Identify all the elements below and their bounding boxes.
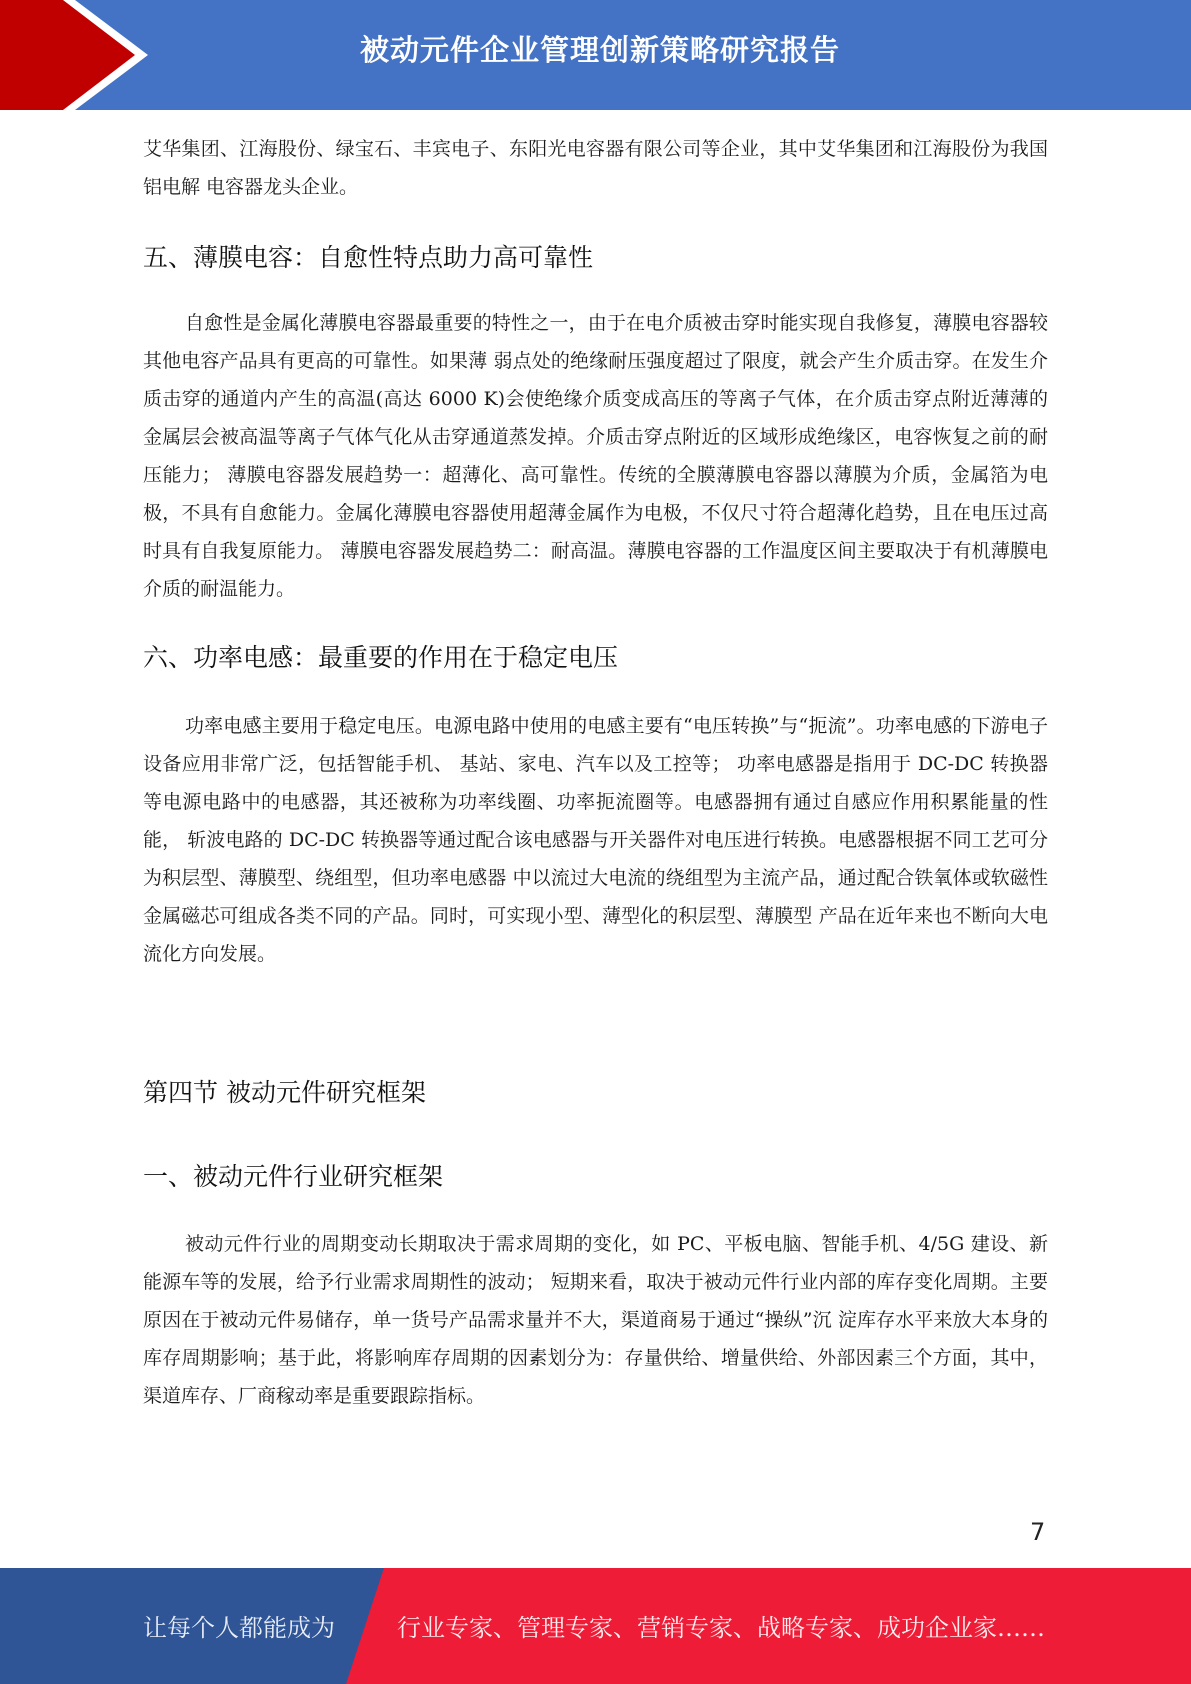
page-header xyxy=(0,0,1191,110)
report-title: 被动元件企业管理创新策略研究报告 xyxy=(360,33,841,67)
footer-slogan-left: 让每个人都能成为 xyxy=(143,1614,335,1642)
paragraph-power-inductor: 功率电感主要用于稳定电压。电源电路中使用的电感主要有“电压转换”与“扼流”。功率电感的下游电子设备应用非常广泛，包括智能手机、 基站、家电、汽车以及工控等； 功率电感器是指用于 DC-DC 转换器等电源电路中的电感器，其还被称为功率线圈、功率扼流圈等。电感器拥有通过自感应作用积累能量的性能， 斩波电路的 DC-DC 转换器等通过配合该电感器与开关器件对电压进行转换。电感器根据不同工艺可分为积层型、薄膜型、绕组型，但功率电感器 中以流过大电流的绕组型为主流产品，通过配合铁氧体或软磁性金属磁芯可组成各类不同的产品。同时，可实现小型、薄型化的积层型、薄膜型 产品在近年来也不断向大电流化方向发展。 xyxy=(143,715,1048,965)
paragraph-research-framework: 被动元件行业的周期变动长期取决于需求周期的变化，如 PC、平板电脑、智能手机、4/5G 建设、新能源车等的发展，给予行业需求周期性的波动； 短期来看，取决于被动元件行业内部的库存变化周期。主要原因在于被动元件易储存，单一货号产品需求量并不大，渠道商易于通过“操纵”沉 淀库存水平来放大本身的库存周期影响；基于此，将影响库存周期的因素划分为：存量供给、增量供给、外部因素三个方面，其中，渠道库存、厂商稼动率是重要跟踪指标。 xyxy=(143,1233,1048,1407)
paragraph-film-capacitor: 自愈性是金属化薄膜电容器最重要的特性之一，由于在电介质被击穿时能实现自我修复，薄膜电容器较其他电容产品具有更高的可靠性。如果薄 弱点处的绝缘耐压强度超过了限度，就会产生介质击穿。在发生介质击穿的通道内产生的高温(高达 6000 K)会使绝缘介质变成高压的等离子气体，在介质击穿点附近薄薄的金属层会被高温等离子气体气化从击穿通道蒸发掉。介质击穿点附近的区域形成绝缘区，电容恢复之前的耐压能力； 薄膜电容器发展趋势一：超薄化、高可靠性。传统的全膜薄膜电容器以薄膜为介质，金属箔为电极，不具有自愈能力。金属化薄膜电容器使用超薄金属作为电极，不仅尺寸符合超薄化趋势，且在电压过高时具有自我复原能力。 薄膜电容器发展趋势二：耐高温。薄膜电容器的工作温度区间主要取决于有机薄膜电介质的耐温能力。 xyxy=(143,312,1048,600)
section-heading-power-inductor: 六、功率电感：最重要的作用在于稳定电压 xyxy=(143,643,619,672)
page-number: 7 xyxy=(1030,1518,1046,1546)
chapter-heading: 第四节 被动元件研究框架 xyxy=(143,1078,426,1107)
section-heading-film-capacitor: 五、薄膜电容：自愈性特点助力高可靠性 xyxy=(143,243,594,272)
red-arrow-shape xyxy=(0,0,135,110)
section-heading-research-framework: 一、被动元件行业研究框架 xyxy=(143,1162,444,1191)
page-footer xyxy=(0,1568,1191,1684)
document-body xyxy=(143,130,1048,1415)
intro-paragraph: 艾华集团、江海股份、绿宝石、丰宾电子、东阳光电容器有限公司等企业，其中艾华集团和江海股份为我国铝电解 电容器龙头企业。 xyxy=(143,138,1048,198)
footer-slogan-right: 行业专家、管理专家、营销专家、战略专家、成功企业家…… xyxy=(397,1614,1045,1642)
